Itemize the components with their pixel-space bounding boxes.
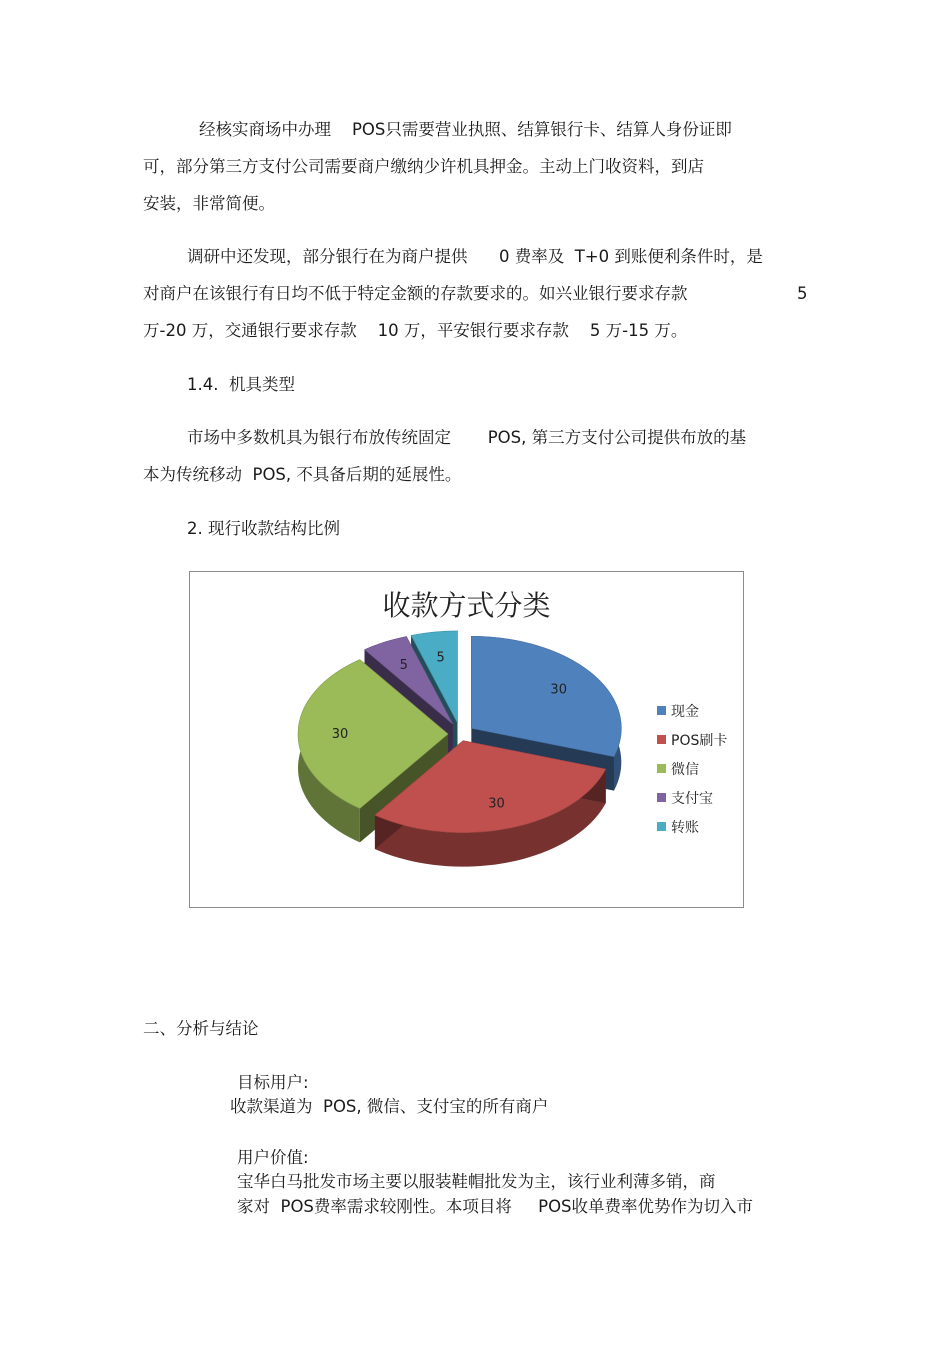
pie-chart [189, 571, 744, 908]
legend-item-2 [657, 754, 727, 783]
legend-swatch-0 [657, 706, 666, 715]
legend-swatch-4 [657, 822, 666, 831]
user-value-line2: 家对 POS费率需求较刚性。本项目将 POS收单费率优势作为切入市 [237, 1197, 754, 1216]
legend-swatch-3 [657, 793, 666, 802]
pie-data-label-2: 30 [331, 727, 349, 742]
legend-label-3: 支付宝 [671, 790, 713, 807]
user-value-line1: 宝华白马批发市场主要以服装鞋帽批发为主，该行业利薄多销，商 [237, 1172, 716, 1191]
legend-label-4: 转账 [671, 819, 699, 836]
target-users-label: 目标用户: [237, 1073, 309, 1092]
para2-line2: 对商户在该银行有日均不低于特定金额的存款要求的。如兴业银行要求存款 [143, 284, 688, 303]
pie-data-label-3: 5 [399, 658, 408, 674]
para1-line1: 经核实商场中办理 POS只需要营业执照、结算银行卡、结算人身份证即 [199, 120, 732, 139]
legend-swatch-1 [657, 735, 666, 744]
para1-line2: 可，部分第三方支付公司需要商户缴纳少许机具押金。主动上门收资料，到店 [143, 157, 704, 176]
target-users-text: 收款渠道为 POS, 微信、支付宝的所有商户 [230, 1097, 549, 1116]
user-value-label: 用户价值: [237, 1148, 309, 1167]
legend-label-0: 现金 [671, 703, 699, 720]
para2-line1: 调研中还发现，部分银行在为商户提供 0 费率及 T+0 到账便利条件时，是 [187, 247, 763, 266]
chart-title: 收款方式分类 [382, 589, 551, 622]
section-2-heading: 二、分析与结论 [143, 1019, 259, 1038]
para2-line3: 万-20 万，交通银行要求存款 10 万，平安银行要求存款 5 万-15 万。 [143, 321, 688, 340]
chart-legend [657, 696, 727, 841]
para1-line3: 安装，非常简便。 [143, 194, 275, 213]
legend-item-3 [657, 783, 727, 812]
legend-item-4 [657, 812, 727, 841]
legend-item-1 [657, 725, 727, 754]
legend-swatch-2 [657, 764, 666, 773]
pie-data-label-0: 30 [550, 682, 567, 698]
para3-line1: 市场中多数机具为银行布放传统固定 POS, 第三方支付公司提供布放的基 [187, 428, 747, 447]
legend-label-1: POS刷卡 [671, 732, 728, 749]
pie-data-label-1: 30 [488, 796, 505, 812]
legend-label-2: 微信 [671, 761, 699, 778]
heading-2: 2. 现行收款结构比例 [187, 519, 340, 538]
para3-line2: 本为传统移动 POS, 不具备后期的延展性。 [143, 465, 462, 484]
pie-data-label-4: 5 [436, 650, 445, 666]
heading-1-4: 1.4. 机具类型 [187, 375, 295, 394]
para2-line2-tail: 5 [797, 284, 808, 303]
legend-item-0 [657, 696, 727, 725]
